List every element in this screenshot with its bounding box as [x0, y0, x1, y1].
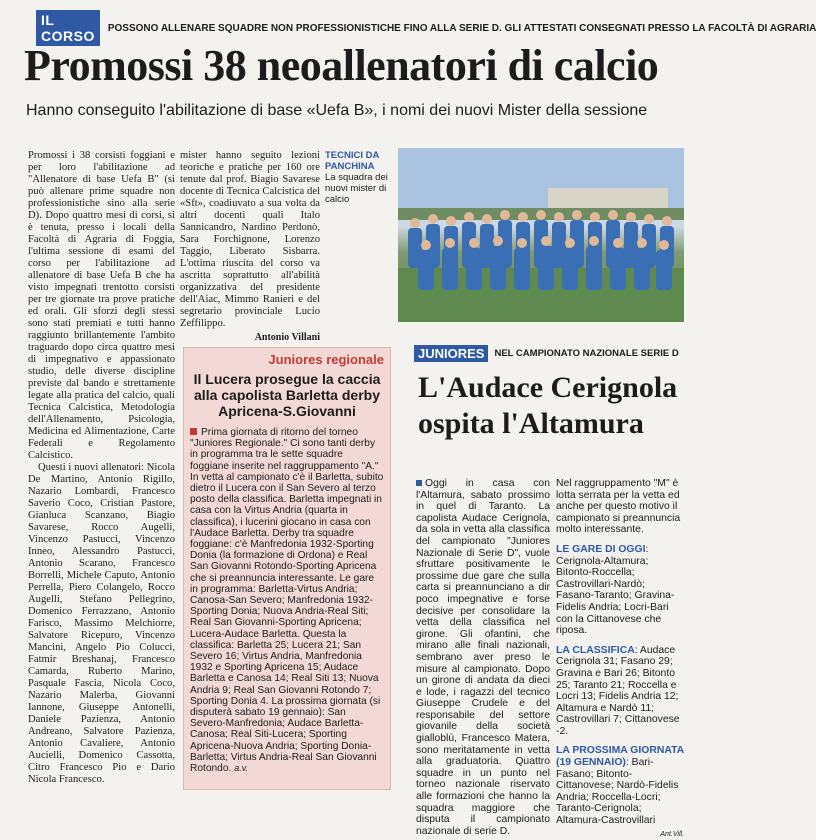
sidebar-box — [183, 347, 391, 790]
section2-title: L'Audace Cerignola ospita l'Altamura — [418, 371, 678, 440]
article2-paragraph: Nel raggruppamento "M" è lotta serrata per la vetta ed anche per questo motivo il campionato si preannuncia molto interessante. — [556, 478, 681, 536]
section2-tag: JUNIORES — [414, 345, 488, 362]
team-photo — [398, 148, 684, 322]
box-text — [190, 427, 384, 774]
page-title: Promossi 38 neoallenatori di calcio — [24, 41, 659, 90]
section2-kicker — [414, 345, 679, 362]
article2-byline: Ant.Vill. — [660, 830, 684, 838]
standings: : Audace Cerignola 31; Fasano 29; Gravina e Bari 26; Bitonto 25; Taranto 21; Roccella e Locri 13; Fidelis Andria 12; Altamura e Nardò 11; Castrovillari 7; Cittanovese -2. — [556, 644, 680, 737]
box-byline: a.v. — [234, 763, 249, 774]
box-title: Il Lucera prosegue la caccia alla capolista Barletta derby Apricena-S.Giovanni — [193, 371, 381, 419]
caption-body: La squadra dei nuovi mister di calcio — [325, 172, 388, 205]
article2-column-2 — [556, 478, 684, 840]
box-bullet-icon — [190, 427, 201, 438]
games-title: LE GARE DI OGGI — [556, 543, 646, 555]
table-block — [556, 645, 684, 738]
subheadline: Hanno conseguito l'abilitazione di base «Uefa B», i nomi dei nuovi Mister della sessione — [26, 102, 648, 119]
article2-paragraph: Oggi in casa con l'Altamura, sabato prossimo in quel di Taranto. La capolista Audace Cerignola, da sola in vetta alla classifica del campionato "Juniores Nazionale di Serie D", vuole sfruttare positivamente le prossime due gare che sulla carta si preannunciano a dir poco impegnative e forse decisive per consolidare la vetta della classifica nel girone. Gli ofantini, che mirano alle finali nazionali, sembrano aver preso le misure al campionato. Dopo un girone di andata da dieci e lode, i ragazzi del tecnico Giuseppe Crudele e del responsabile del settore giovanile della società gialloblù, Francesco Matera, sono meritatamente in vetta alla graduatoria. Quattro squadre in un punto nel torneo nazionale riservato alle formazioni che hanno la squadra maggiore che disputa il campionato nazionale di serie D. — [416, 478, 550, 837]
caption-title: TECNICI DA PANCHINA — [325, 150, 380, 172]
photo-caption — [325, 150, 393, 205]
article-paragraph: Promossi i 38 corsisti foggiani e per loro l'abilitazione ad "Allenatore di base Uefa B" (si può allenare prime squadre non professionistiche sino alla serie D). Dopo quattro mesi di corsi, si è tenuta, presso i locali della Facoltà di Agraria di Foggia, l'ultima sessione di esami del corso per l'abilitazione ad allenatore di base Uefa B che ha visto impegnati trentotto corsisti per tre giornate tra prove pratiche ed orali. Gli sforzi degli stessi sono stati premiati e tutti hanno raggiunto brillantemente l'ambito traguardo dopo circa quattro mesi di impegnativo e appassionato studio, delle diverse discipline previste dal bando e strettamente legate alla pratica del calcio, quali Tecnica Calcistica, Metodologia dell'Allenamento, Psicologia, Medicina ed Alimentazione, Carte Federali e Regolamento Calcistico. — [28, 150, 175, 461]
next-block — [556, 745, 684, 826]
kicker-text: POSSONO ALLENARE SQUADRE NON PROFESSIONISTICHE FINO ALLA SERIE D. GLI ATTESTATI CONSEGNATI PRESSO LA FACOLTÀ DI AGRARIA — [107, 22, 816, 34]
article-paragraph: mister hanno seguito lezioni teoriche e pratiche per 160 ore tenute dal prof. Biagio Savarese docente di Tecnica Calcistica del «Sft», coadiuvato a sua volta da altri docenti quali Italo Sannicandro, Nardino Perdonò, Sara Forchignone, Lorenzo Taggio, Liberato Sisbarra. L'ottima riuscita del corso va ascritta soprattutto all'abilità organizzativa del presidente dell'Aiac, Mimmo Ranieri e del segretario provinciale Lucio Zeffilippo. — [180, 150, 320, 329]
next-games: : Bari-Fasano; Bitonto-Cittanovese; Nardò-Fidelis Andria; Roccella-Locri; Taranto-Cerignola; Altamura-Castrovillari — [556, 757, 679, 827]
section2-kicker-text: NEL CAMPIONATO NAZIONALE SERIE D — [494, 348, 679, 359]
byline: Antonio Villani — [254, 332, 320, 343]
article2-column-1 — [416, 478, 550, 837]
games-block — [556, 544, 684, 637]
section-tag: IL CORSO — [36, 10, 100, 46]
box-kicker: Juniores regionale — [268, 352, 384, 367]
article-paragraph: Questi i nuovi allenatori: Nicola De Martino, Antonio Rigillo, Nazario Lombardi, Francesco Saverio Coco, Cristian Pastore, Gianluca Scanzano, Biagio Savarese, Rocco Augelli, Vincenzo Pastucci, Vincenzo Inneo, Alessandro Pastucci, Antonio Scarano, Francesco Borrelli, Michele Caputo, Antonio Perrella, Piero Colangelo, Rocco Augelli, Stefano Pellegrino, Domenico Ferrazzano, Antonio Farisco, Massimo Melchiorre, Salvatore Ricepuro, Vincenzo Mancini, Angelo Pio Colucci, Fatmir Breshanaj, Francesco Camarda, Ruberto Marino, Pasquale Fascia, Nicola Coco, Nazario Malerba, Giovanni Iannone, Giuseppe Antonelli, Daniele Pazienza, Antonio Andreano, Salvatore Pazienza, Antonio Cavaliere, Antonio Aucielli, Domenico Cassotta, Citro Francesco Pio e Dario Nicola Francesco. — [28, 462, 175, 785]
games-list: : Cerignola-Altamura; Bitonto-Roccella; Castrovillari-Nardò; Fasano-Taranto; Gravina-Fidelis Andria; Locri-Bari con la Cittanovese che riposa. — [556, 543, 675, 637]
next-title: LA PROSSIMA GIORNATA (19 GENNAIO) — [556, 745, 684, 769]
article2-bullet-icon — [416, 478, 425, 489]
article-column-2 — [180, 150, 320, 344]
article-column-1 — [28, 150, 175, 786]
table-title: LA CLASSIFICA — [556, 644, 635, 656]
team-photo-illustration — [398, 148, 684, 322]
box-body: Prima giornata di ritorno del torneo "Juniores Regionale." Ci sono tanti derby in programma tra le sette squadre foggiane inserite nel raggruppamento "A." In vetta al campionato c'è il Barletta, subito dietro il Lucera con il San Severo al terzo posto della classifica. Barletta impegnati in casa con la Virtus Andria (quarta in classifica), i lucerini giocano in casa con l'Audace Barletta. Derby tra squadre foggiane: c'è Manfredonia 1932-Sporting Donia (la formazione di Ordona) e Real San Giovanni Rotondo-Sporting Apricena che si preannuncia interessante. Le gare in programma: Barletta-Virtus Andria; Canosa-San Severo; Manfredonia 1932-Sporting Donia; Nuova Andria-Real Siti; Real San Giovanni-Sporting Apricena; Lucera-Audace Barletta. Questa la classifica: Barletta 25; Lucera 21; San Severo 16; Virtus Andria, Manfredonia 1932 e Sporting Apricena 15; Audace Barletta e Canosa 14; Real Siti 13; Nuova Andria 9; Real San Giovanni Rotondo 7; Sporting Donia 4. La prossima giornata (si disputerà sabato 19 gennaio): San Severo-Manfredonia; Audace Barletta-Canosa; Real Siti-Lucera; Sporting Apricena-Nuova Andria; Sporting Donia-Barletta; Virtus Andria-Real San Giovanni Rotondo. — [190, 427, 384, 775]
